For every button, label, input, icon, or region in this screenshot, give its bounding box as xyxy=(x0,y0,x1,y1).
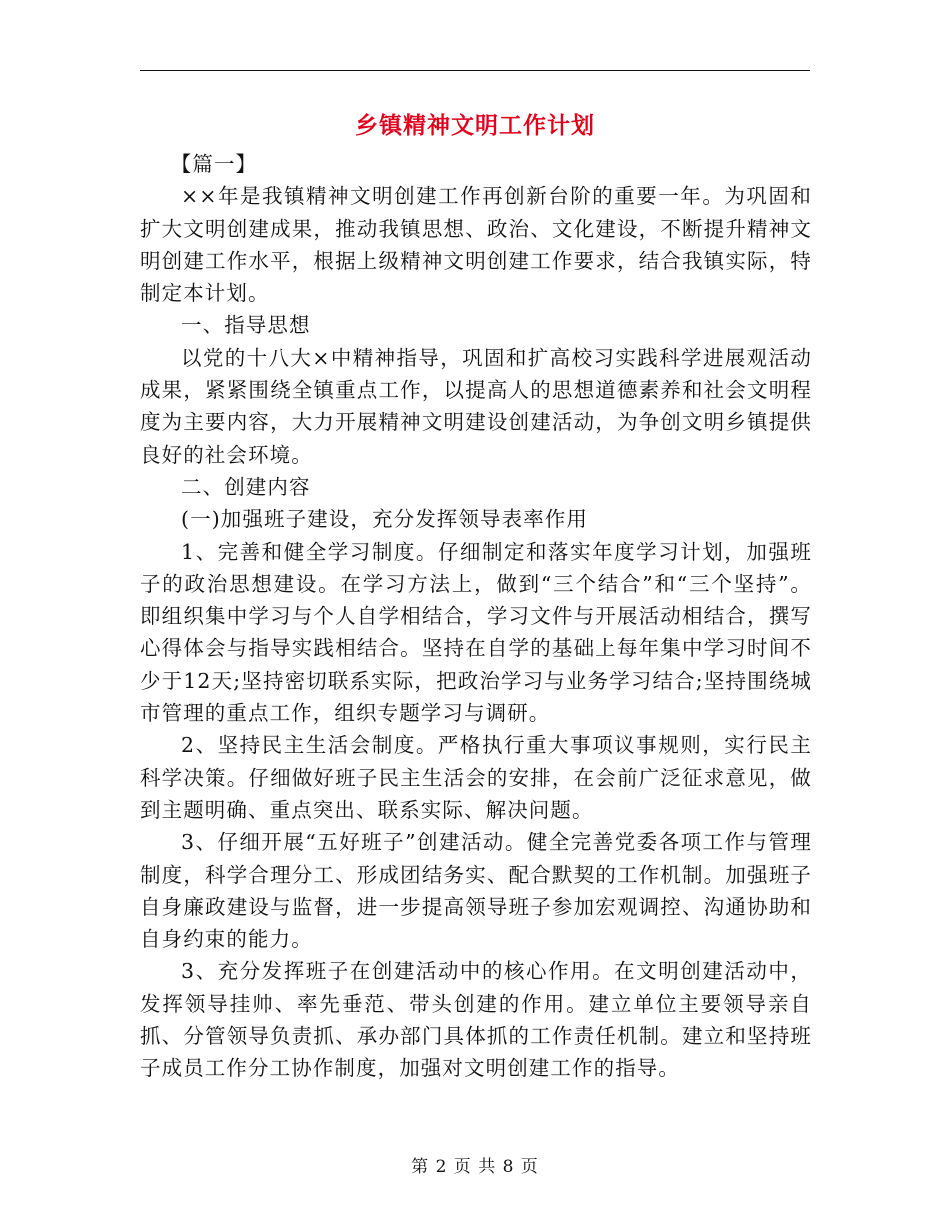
heading-creation-content: 二、创建内容 xyxy=(181,474,311,499)
paragraph-intro: ××年是我镇精神文明创建工作再创新台阶的重要一年。为巩固和扩大文明创建成果，推动我镇思想、政治、文化建设，不断提升精神文明创建工作水平，根据上级精神文明创建工作要求，结合我镇实际，特制定本计划。 xyxy=(140,184,812,306)
page-footer: 第 2 页 共 8 页 xyxy=(411,1157,539,1177)
section-heading-part-one: 【篇一】 xyxy=(170,152,258,176)
subheading-team-building: (一)加强班子建设，充分发挥领导表率作用 xyxy=(181,507,588,532)
paragraph-item-3a: 3、仔细开展“五好班子”创建活动。健全完善党委各项工作与管理制度，科学合理分工、形成团结务实、配合默契的工作机制。加强班子自身廉政建设与监督，进一步提高领导班子参加宏观调控、沟通协助和自身约束的能力。 xyxy=(140,830,812,952)
document-title: 乡镇精神文明工作计划 xyxy=(355,112,595,139)
heading-guiding-ideology: 一、指导思想 xyxy=(181,313,311,338)
paragraph-guiding-ideology: 以党的十八大×中精神指导，巩固和扩高校习实践科学进展观活动成果，紧紧围绕全镇重点工作，以提高人的思想道德素养和社会文明程度为主要内容，大力开展精神文明建设创建活动，为争创文明乡镇提供良好的社会环境。 xyxy=(140,345,812,467)
paragraph-item-1: 1、完善和健全学习制度。仔细制定和落实年度学习计划，加强班子的政治思想建设。在学习方法上，做到“三个结合”和“三个坚持”。即组织集中学习与个人自学相结合，学习文件与开展活动相结合，撰写心得体会与指导实践相结合。坚持在自学的基础上每年集中学习时间不少于12天;坚持密切联系实际，把政治学习与业务学习结合;坚持围绕城市管理的重点工作，组织专题学习与调研。 xyxy=(140,539,812,726)
document-body xyxy=(140,148,812,1085)
paragraph-item-2: 2、坚持民主生活会制度。严格执行重大事项议事规则，实行民主科学决策。仔细做好班子民主生活会的安排，在会前广泛征求意见，做到主题明确、重点突出、联系实际、解决问题。 xyxy=(140,733,812,822)
paragraph-item-3b: 3、充分发挥班子在创建活动中的核心作用。在文明创建活动中，发挥领导挂帅、率先垂范、带头创建的作用。建立单位主要领导亲自抓、分管领导负责抓、承办部门具体抓的工作责任机制。建立和坚持班子成员工作分工协作制度，加强对文明创建工作的指导。 xyxy=(140,959,812,1081)
header-rule xyxy=(140,70,810,71)
